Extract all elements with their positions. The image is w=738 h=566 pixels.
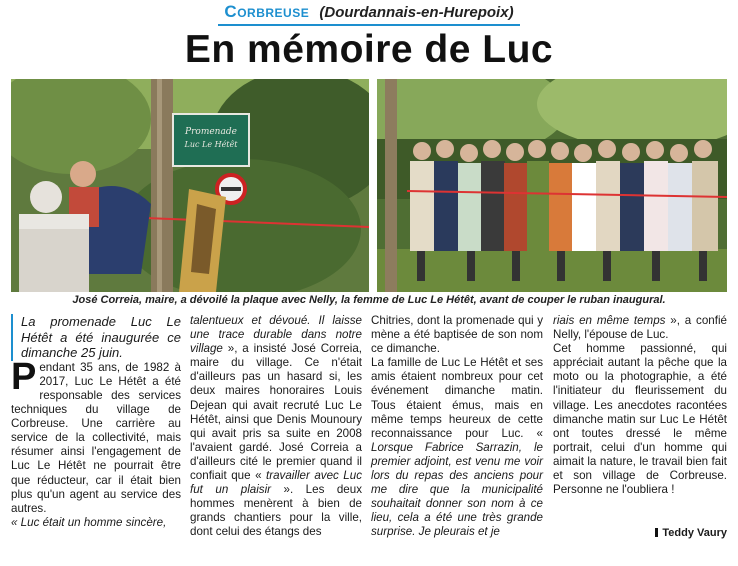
article-paragraph: riais en même temps », a confié Nelly, l'épouse de Luc. bbox=[553, 314, 727, 342]
headline: En mémoire de Luc bbox=[184, 28, 554, 71]
article-intro: La promenade Luc Le Hétêt a été inaugurée ce dimanche 25 juin. bbox=[11, 314, 181, 361]
photo-ribbon-cutting bbox=[377, 79, 727, 292]
article-column-1 bbox=[11, 314, 181, 530]
article-paragraph: La famille de Luc Le Hétêt et ses amis étaient nombreux pour cet événement dimanche matin. Tous étaient émus, mais en même temps heureux de cette reconnaissance pour Luc. « Lorsque Fabrice Sarrazin, le premier adjoint, est venu me voir lors du repas des anciens pour me dire que la municipalité souhaitait donner son nom à ce lieu, cela a été une très grande surprise. Je pleurais et je bbox=[371, 356, 543, 539]
drop-cap: P bbox=[11, 355, 37, 398]
article-column-2 bbox=[190, 314, 362, 540]
sign-line1: Promenade bbox=[185, 127, 237, 137]
town-name: Corbreuse bbox=[224, 2, 310, 21]
byline-mark bbox=[655, 528, 658, 537]
article-paragraph: Pendant 35 ans, de 1982 à 2017, Luc Le Hétêt a été responsable des services techniques du village de Corbreuse. Une carrière au service de la collectivité, mais résumer ainsi l'engagement de Luc Le Hétêt ne pourrait être que réducteur, car il était bien plus qu'un agent au service des autres. bbox=[11, 355, 181, 515]
article-column-3 bbox=[371, 314, 543, 540]
article-paragraph: Chitries, dont la promenade qui y mène a été baptisée de son nom ce dimanche. bbox=[371, 314, 543, 356]
kicker-underline bbox=[218, 24, 520, 26]
photo-plaque-unveiling bbox=[11, 79, 369, 292]
byline bbox=[553, 527, 727, 539]
photo-caption: José Correia, maire, a dévoilé la plaque avec Nelly, la femme de Luc Le Hétêt, avant de couper le ruban inaugural. bbox=[72, 294, 666, 306]
article-paragraph: « Luc était un homme sincère, bbox=[11, 515, 167, 529]
section-kicker bbox=[0, 2, 738, 22]
article-column-4 bbox=[553, 314, 727, 497]
article-paragraph: Cet homme passionné, qui appréciait autant la pêche que la moto ou la photographie, a été l'initiateur du fleurissement du village. Les anecdotes racontées dimanche matin sur Luc Le Hétêt ont toutes dressé le même portrait, celui d'un homme qui aimait la nature, le travail bien fait et son village de Corbreuse. Personne ne l'oubliera ! bbox=[553, 342, 727, 497]
sign-line2: Luc Le Hétêt bbox=[184, 140, 238, 149]
region-name: (Dourdannais-en-Hurepoix) bbox=[319, 4, 514, 21]
article-paragraph: talentueux et dévoué. Il laisse une trace durable dans notre village », a insisté José Correia, maire du village. Ce n'était d'ailleurs pas un hasard si, les deux maires honoraires Louis Dejean qui avait recruté Luc Le Hétêt, ainsi que Denis Mounoury qui avait pris sa suite en 2008 l'avaient gardé. José Correia a d'ailleurs cité le premier quand il confiait que « travailler avec Luc fut un plaisir ». Les deux hommes menèrent à bien de grands chantiers pour la ville, dont celui des étangs des bbox=[190, 314, 362, 539]
author-name: Teddy Vaury bbox=[662, 527, 727, 539]
